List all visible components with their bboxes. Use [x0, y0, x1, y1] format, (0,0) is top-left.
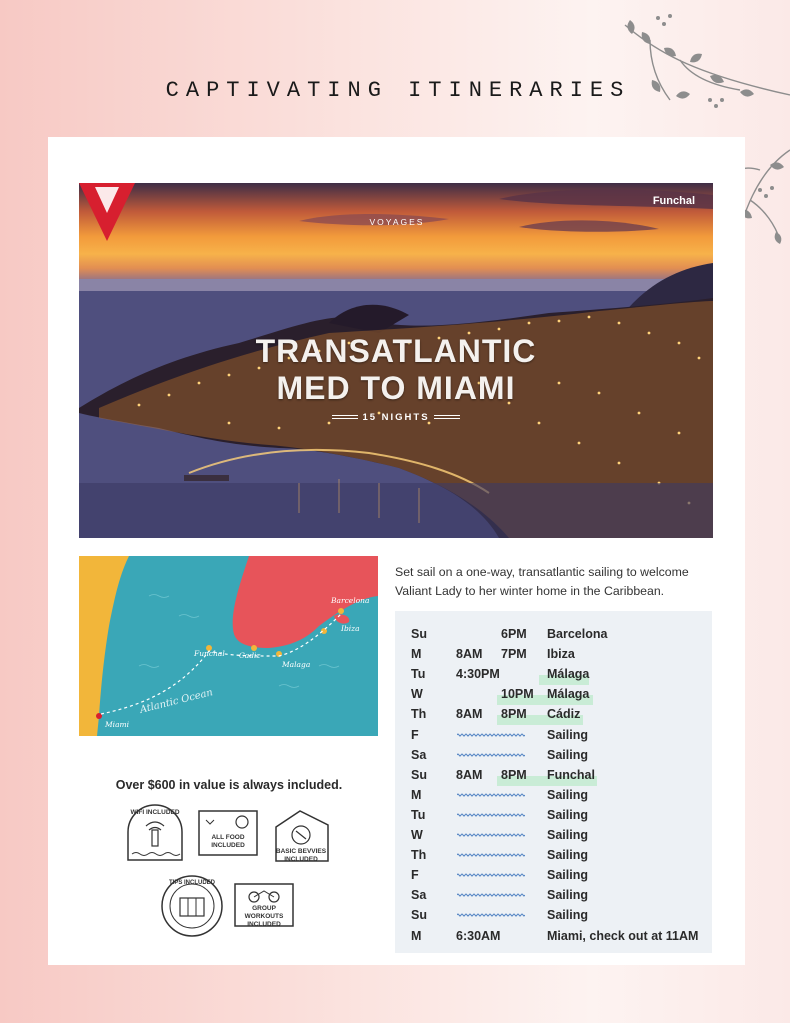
itinerary-arrive: 4:30PM: [456, 667, 500, 682]
itinerary-port: Málaga: [547, 687, 590, 702]
itinerary-port: Sailing: [547, 848, 588, 863]
tips-included-label: TIPS INCLUDED: [168, 880, 215, 886]
itinerary-day: Tu: [411, 667, 426, 682]
itinerary-port: Sailing: [547, 828, 588, 842]
itinerary-day: F: [411, 727, 419, 742]
itinerary-depart: 6PM: [501, 627, 527, 641]
itinerary-day: W: [411, 828, 423, 842]
nights-label: [79, 412, 713, 423]
itinerary-row: [395, 685, 712, 705]
itinerary-arrive: 6:30AM: [456, 928, 501, 943]
itinerary-row: [395, 705, 712, 725]
sea-day-wave-icon: [457, 792, 525, 798]
map-label-barcelona: Barcelona: [331, 596, 370, 605]
map-label-ibiza: Ibiza: [341, 624, 360, 633]
itinerary-day: Th: [411, 707, 427, 722]
itinerary-day: F: [411, 868, 419, 883]
itinerary-port: Sailing: [547, 908, 588, 923]
itinerary-day: Su: [411, 627, 427, 641]
nights-rule-left: [332, 415, 358, 419]
location-label: Funchal: [652, 195, 695, 207]
itinerary-port: Miami, check out at 11AM: [547, 928, 699, 943]
all-food-included-label: ALL FOOD INCLUDED: [211, 834, 245, 849]
itinerary-port: Sailing: [547, 888, 588, 903]
itinerary-row: [395, 766, 712, 786]
itinerary-row: [395, 726, 712, 746]
sea-day-wave-icon: [457, 812, 525, 818]
itinerary-day: M: [411, 787, 422, 802]
itinerary-row: [395, 927, 712, 947]
virgin-voyages-logo: [79, 183, 135, 245]
itinerary-depart: 10PM: [501, 687, 534, 702]
group-workouts-included-label: GROUP WORKOUTS INCLUDED: [244, 905, 284, 928]
itinerary-port: Cádiz: [547, 707, 581, 722]
route-map: [79, 556, 378, 736]
itinerary-day: Sa: [411, 747, 427, 762]
included-heading: Over $600 in value is always included.: [115, 778, 343, 792]
route-map-illustration: [79, 556, 378, 736]
sea-day-wave-icon: [457, 832, 525, 838]
sea-day-wave-icon: [457, 852, 525, 858]
map-label-miami: Miami: [105, 720, 130, 729]
cruise-title: [79, 333, 713, 407]
cruise-title-line1: TRANSATLANTIC: [255, 333, 537, 369]
itinerary-day: W: [411, 687, 423, 702]
sea-day-wave-icon: [457, 732, 525, 738]
brochure-card: [48, 137, 745, 965]
itinerary-row: [395, 746, 712, 766]
itinerary-day: Su: [411, 908, 427, 923]
itinerary-port: Sailing: [547, 747, 588, 762]
itinerary-day: Sa: [411, 888, 427, 903]
itinerary-depart: 8PM: [501, 767, 527, 782]
itinerary-row: [395, 866, 712, 886]
brand-wordmark: VOYAGES: [369, 217, 425, 227]
itinerary-depart: 7PM: [501, 647, 527, 662]
itinerary-day: M: [411, 647, 422, 662]
itinerary-port: Barcelona: [547, 627, 608, 641]
itinerary-day: Tu: [411, 807, 426, 822]
itinerary-arrive: 8AM: [456, 647, 483, 662]
itinerary-arrive: 8AM: [456, 707, 483, 722]
itinerary-day: Th: [411, 848, 427, 863]
itinerary-port: Funchal: [547, 767, 595, 782]
wifi-included-label: WIFI INCLUDED: [130, 809, 180, 816]
nights-text: 15 NIGHTS: [362, 412, 430, 423]
itinerary-row: [395, 826, 712, 846]
itinerary-port: Sailing: [547, 727, 588, 742]
itinerary-port: Ibiza: [547, 647, 575, 662]
itinerary-port: Sailing: [547, 807, 588, 822]
map-label-cadiz: Cadiz: [239, 651, 261, 660]
itinerary-row: [395, 625, 712, 645]
itinerary-day: M: [411, 928, 422, 943]
hero-photo: [79, 183, 713, 538]
sea-day-wave-icon: [457, 892, 525, 898]
itinerary-port: Sailing: [547, 868, 588, 883]
nights-rule-right: [434, 415, 460, 419]
itinerary-port: Málaga: [547, 667, 590, 682]
map-label-funchal: Funchal: [194, 649, 225, 658]
sea-day-wave-icon: [457, 872, 525, 878]
itinerary-day: Su: [411, 767, 427, 782]
map-label-malaga: Malaga: [282, 660, 311, 669]
itinerary-row: [395, 665, 712, 685]
cruise-title-line2: MED TO MIAMI: [276, 370, 516, 406]
itinerary-depart: 8PM: [501, 707, 527, 722]
itinerary-row: [395, 786, 712, 806]
itinerary-table: [395, 611, 712, 953]
itinerary-row: [395, 906, 712, 926]
intro-text: Set sail on a one-way, transatlantic sailing to welcome Valiant Lady to her winter home in the Caribbean.: [395, 565, 689, 598]
sea-day-wave-icon: [457, 752, 525, 758]
sea-day-wave-icon: [457, 912, 525, 918]
itinerary-row: [395, 886, 712, 906]
itinerary-port: Sailing: [547, 787, 588, 802]
page-title: CAPTIVATING ITINERARIES: [165, 78, 631, 103]
itinerary-row: [395, 806, 712, 826]
basic-bevvies-included-label: BASIC BEVVIES INCLUDED: [275, 848, 327, 863]
itinerary-row: [395, 846, 712, 866]
itinerary-arrive: 8AM: [456, 767, 483, 782]
itinerary-row: [395, 645, 712, 665]
map-label-ocean: Atlantic Ocean: [138, 687, 215, 716]
